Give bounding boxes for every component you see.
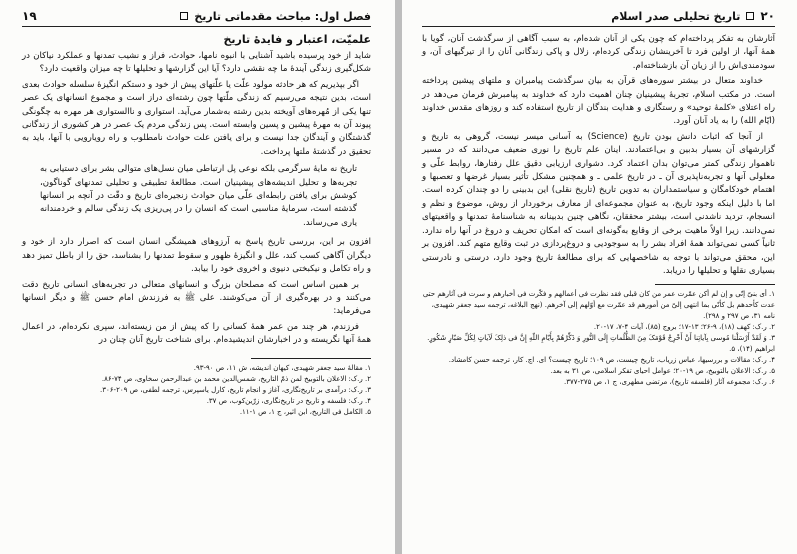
left-page — [0, 0, 395, 554]
right-paragraph-1: آثارشان به تفکر پرداخته‌ام که چون یکی از آنان شده‌ام، به سبب آگاهی از سرگذشت آنان، گویا با همهٔ آنها، از اولین فرد تا آخرینشان زندگی کرده‌ام، زلال و پاکی زندگانی آنان را از تیرگیهای آن، و سودمندی‌اش را از زیان آن بازشناخته‌ام. — [422, 34, 775, 71]
left-paragraph-5: فرزندم، هر چند من عمر همهٔ کسانی را که پیش از من زیسته‌اند، سپری نکرده‌ام، در اعمال همهٔ آنها نگریسته و در اخبارشان اندیشیده‌ام. برای شناخت تاریخ آنان چنان در — [22, 321, 371, 346]
left-footnote-4: ۴. ر.ک: فلسفه و تاریخ در تاریخ‌نگاری، زرّین‌کوب، ص ۳۷. — [206, 396, 371, 405]
square-bullet-icon — [180, 12, 188, 20]
right-page — [402, 0, 797, 554]
left-footnote-2: ۲. ر.ک: الاعلان بالتوبیخ لمن ذمّ التاریخ، شمس‌الدین محمد بن عبدالرحمن سخاوی، ص ۷۴-۸۶. — [101, 374, 371, 383]
right-paragraph-2: خداوند متعال در بیشتر سوره‌های قرآن به بیان سرگذشت پیامبران و ملتهای پیشین پرداخته است. در مکتب اسلام، تجربهٔ پیشینیان چنان اهمیت دارد که خداوند به پیامبرش فرمان می‌دهد در راه اعتلای «کلمهٔ توحید» و رستگاری و هدایت بندگان از تاریخ استفاده کند و روزهای مقدس خداوند (ایّام الله) را به یاد آنان آورد. — [422, 76, 775, 127]
left-footnote-1: ۱. مقالهٔ سید جعفر شهیدی، کیهان اندیشه، ش ۱۱، ص ۹۰-۹۳. — [193, 363, 371, 372]
book-gutter — [395, 0, 402, 554]
left-page-header — [22, 6, 371, 27]
left-paragraph-3: افزون بر این، بررسی تاریخ پاسخ به آرزوهای همیشگی انسان است که اصرار دارد از خود و دیگران آگاهی کسب کند، علل و انگیزهٔ ظهور و سقوط تمدنها را بشناسد، حق را از باطل تمیز دهد و راه تکامل و نیکبختی دنیوی و اخروی خود را بیابد. — [22, 237, 371, 275]
square-bullet-icon — [746, 12, 754, 20]
left-footnote-5: ۵. الکامل فی التاریخ، ابن اثیر، ج ۱، ص ۱-۱۱. — [239, 407, 371, 416]
footnote-divider — [655, 284, 775, 285]
section-title: علمیّت، اعتبار و فایدهٔ تاریخ — [223, 33, 371, 46]
right-footnote-2: ۲. ر.ک: کهف (۱۸)، ۹-۲۶؛ ۱۳-۱۷؛ بروج (۸۵)، آیات ۴-۷، ۱۷-۲۰. — [593, 323, 775, 332]
right-footnote-5: ۵. ر.ک: الاعلان بالتوبیخ، ص ۱۹-۲۰؛ عوامل احیای تفکر اسلامی، ص ۳۱ به بعد. — [550, 367, 775, 376]
left-header-title-group — [180, 10, 371, 23]
left-page-number: ۱۹ — [22, 9, 37, 23]
right-header-title-group — [611, 9, 775, 23]
left-footnote-3: ۳. ر.ک: درآمدی بر تاریخ‌نگاری، آغاز و انجام تاریخ، کارل یاسپرس، ترجمه لطفی، ص ۲۰۹-۳۰۶. — [100, 385, 371, 394]
right-page-number: ۲۰ — [760, 9, 775, 23]
left-paragraph-2: اگر بپذیریم که هر حادثه مولود علّت یا علّتهای پیش از خود و دستکم انگیزهٔ سلسله حوادث بعدی است، بدین نتیجه می‌رسیم که زندگی ملّتها چون رشته‌ای دراز است و مجموع انسانهای یک عصر تنها یکی از مُهره‌های آویخته بدین رشته به‌شمار می‌آید. استواری و ناالستواری هر مهره به چگونگی پیوند آن به مهرهٔ پیشین و پسین وابسته است. پس زندگی مردم یک عصر در هر کشوری از زندگانی گذشتگان و آیندگان جدا نیست و برای یافتن علت حوادث نامطلوب و راه رویارویی با آنها، باید به تحقیق در گذشتهٔ ملتها پرداخت. — [21, 79, 371, 157]
right-footnote-1: ۱. أی بنیّ إنّی و إن لم أکن عمّرت عمر من کان قبلی فقد نظرت فی أعمالهم و فکّرت فی أخبارهم و سرت فی آثارهم حتی عدت کأحدهم بل کأنّی بما انتهی إلیّ من أمورهم قد عمّرت مع أوّلهم إلی آخرهم. (نهج البلاغه، ترجمه سید جعفر شهیدی، نامه ۳۱، ص ۲۹۷ و ۲۹۸). — [422, 290, 775, 321]
right-page-header — [422, 6, 775, 27]
right-footnote-6: ۶. ر.ک: مجموعه آثار (فلسفه تاریخ)، مرتضی مطهری، ج ۱، ص ۲۷۵-۳۷۷. — [564, 378, 775, 387]
right-paragraph-3: از آنجا که اثبات دانش بودن تاریخ (Science) به آسانی میسر نیست، گروهی به تاریخ و گزارشهای آن بسیار بدبین و بی‌اعتمادند. اینان علم تاریخ را نوری ضعیف می‌دانند که در مسیر ناهموار زندگی کمتر می‌توان بدان اعتماد کرد. دشواری ارزیابی دقیق علل رفتارها، روابط علّی و معلولی آنها و تجربه‌ناپذیری آن ـ در تاریخ علمی ـ و همچنین مشکل تأثیر بسیار غرضها و تعصبها و اهتمام خودکامگان و سیاستمداران به تدوین تاریخ (تاریخ نقلی) این بدبینی را دو چندان کرده است. اما با دلیل اینکه وجود تاریخ، به عنوان مجموعه‌ای از معارف برخوردار از روش، موضوع و نظم و انسجام، تردید ناشدنی است، بیشتر محققان، نگاهی چنین بدبینانه به شناسنامهٔ تمدنها و واقعیتهای نمی‌دانند. زیرا اولاً ماهیت برخی از وقایع به‌گونه‌ای است که امکان تحریف و دروغ در آنها راه ندارد. ثانیاً کسی نمی‌تواند همهٔ افراد بشر را به سوجودیی و دروغ‌پردازی در ثبت وقایع متهم کند. افزون بر این، محقق می‌تواند با توجه به شاخصهایی که برای مطالعهٔ تاریخ وجود دارد، درستی و نادرستی بسیاری نقلها و تحلیلها را دریابد. — [422, 131, 775, 276]
right-footnote-3: ۳. وَ لَقَدْ أَرْسَلْنا مُوسی بِآیاتِنا أَنْ أَخْرِجْ قَوْمَکَ مِنَ الظُّلُماتِ إِلَی النُّورِ وَ ذَکِّرْهُمْ بِأَیّامِ اللّهِ إِنَّ فی ذلِکَ لَآیاتٍ لِکُلِّ صَبّارٍ شَکُورٍ. ابراهیم (۱۴)، ۵. — [427, 334, 775, 354]
right-header-title: تاریخ تحلیلی صدر اسلام — [611, 9, 741, 23]
left-paragraph-4: بر همین اساس است که مصلحان بزرگ و انسانهای متعالی در تجربه‌های انسانی تاریخ دقت می‌کنند و در بهره‌گیری از آن می‌کوشند. علی ﷺ به فرزندش امام حسن ﷺ و دیگر انسانها می‌فرماید: — [22, 279, 371, 317]
left-header-title: فصل اول: مباحث مقدماتی تاریخ — [194, 9, 371, 23]
right-footnote-4: ۴. ر.ک: مقالات و بررسیها، عباس زریاب، تاریخ چیست، ص ۱۰۹؛ تاریخ چیست؟ ای. اچ. کار، ترجمه حسن کامشاد. — [448, 356, 775, 365]
footnote-divider — [251, 358, 371, 359]
left-paragraph-1: شاید از خود پرسیده باشید آشنایی با انبوه نامها، حوادث، فراز و نشیب تمدنها و عملکرد نیاکان در شکل‌گیری زندگی آیندهٔ ما چه نقشی دارد؟ آیا این گزارشها و تحلیلها تا چه میزان واقعیت دارد؟ — [22, 51, 371, 75]
block-quote: تاریخ نه مایهٔ سرگرمی بلکه نوعی پل ارتباطی میان نسل‌های متوالی بشر برای دستیابی به تجربه‌ها و تحلیل اندیشه‌های پیشینیان است. مطالعهٔ تطبیقی و تحلیلی تمدنهای گوناگون، کوشش برای یافتن رابطه‌ای علّی میان حوادث زنجیره‌ای تاریخ و دقّت در آنچه بر انسانها گذشته است، سرمایهٔ مناسبی است که انسان را در پی‌ریزی یک زندگی سالم و خردمندانه یاری می‌رساند. — [40, 164, 357, 228]
